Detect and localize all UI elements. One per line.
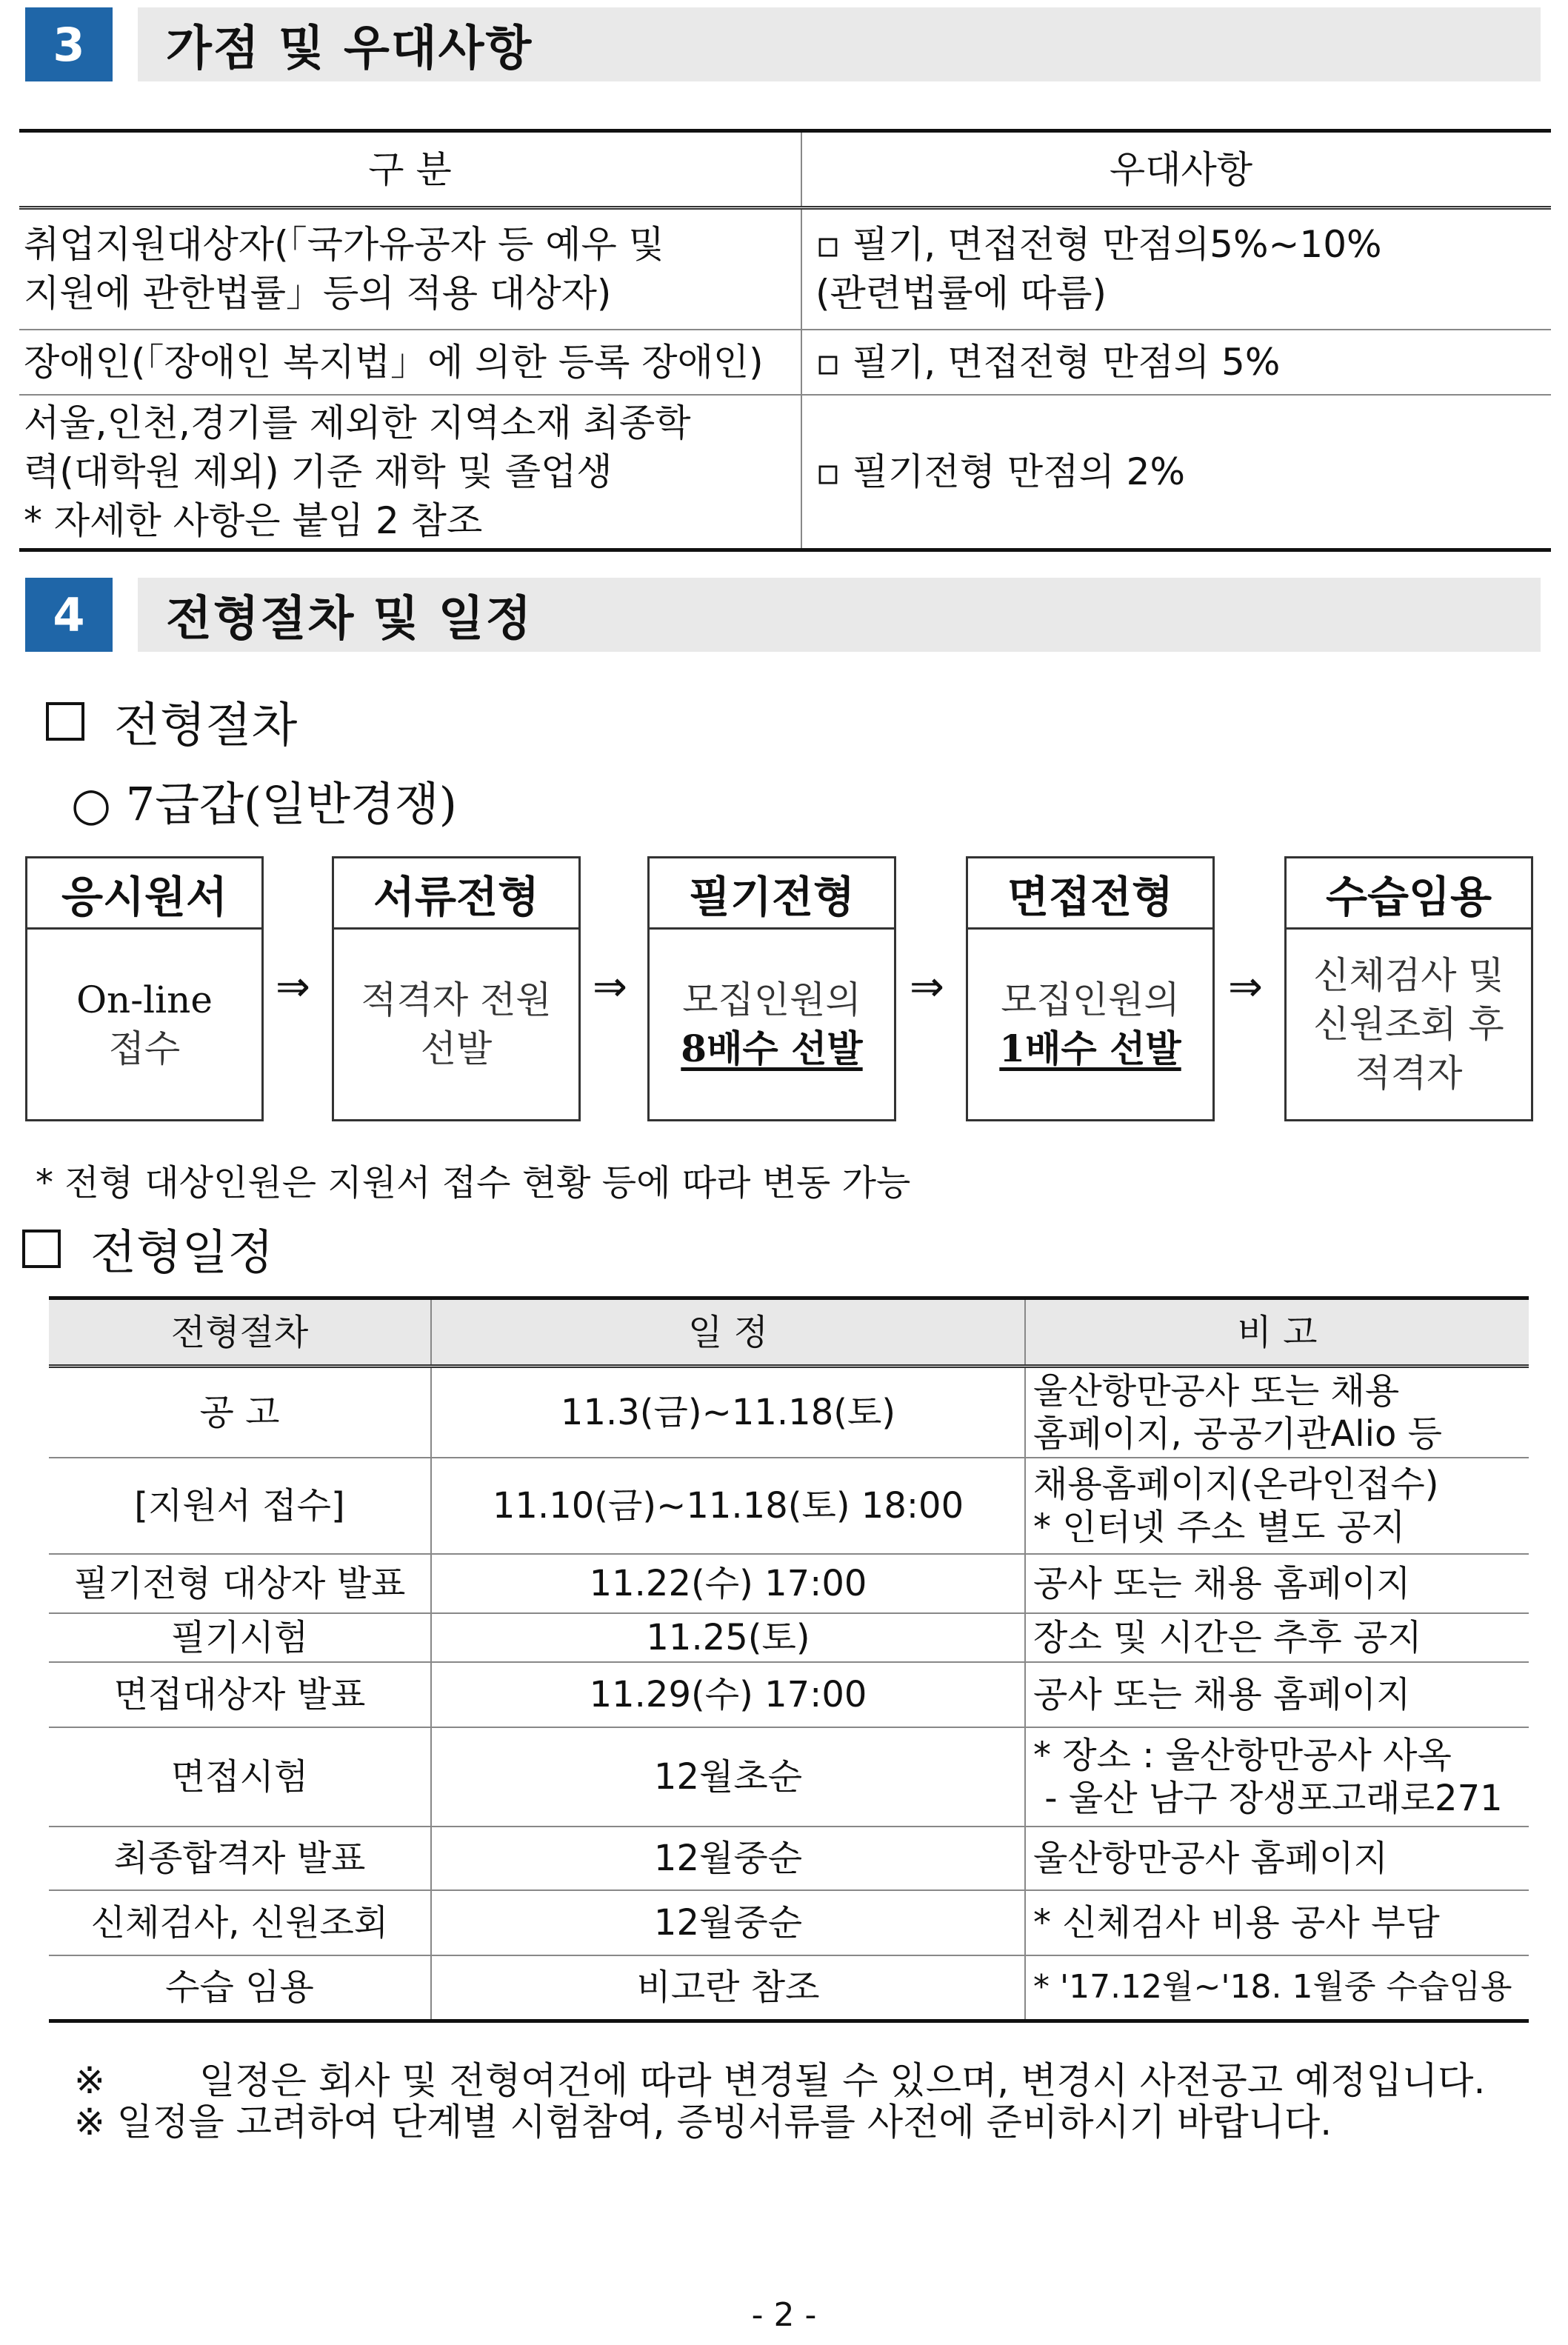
procedure-title: 전형절차	[114, 698, 298, 753]
cell-line: ▫ 필기, 면접전형 만점의5%~10%	[815, 223, 1382, 267]
right-arrow-icon: ⇒	[1228, 963, 1263, 1011]
cell-line: * 장소 : 울산항만공사 사옥	[1033, 1735, 1452, 1776]
flow-step-title: 응시원서	[27, 858, 261, 930]
schedule-heading	[22, 1215, 273, 1283]
flow-line: 신체검사 및	[1313, 954, 1504, 997]
benefits-table	[19, 129, 1551, 552]
header-category: 구 분	[19, 131, 801, 208]
flow-step-body	[334, 930, 578, 1119]
flow-step-body	[1287, 930, 1531, 1119]
section-number: 4	[25, 578, 113, 652]
table-row	[19, 208, 1551, 330]
section-title: 전형절차 및 일정	[138, 578, 1541, 652]
procedure-heading	[46, 687, 297, 755]
cell-line: 장소 및 시간은 추후 공지	[1033, 1617, 1422, 1658]
table-header-row	[49, 1298, 1529, 1367]
date-cell: 12월초순	[431, 1727, 1025, 1827]
flow-line: 적격자	[1355, 1052, 1463, 1095]
flow-line: 선발	[420, 1027, 493, 1070]
step-cell: 면접대상자 발표	[49, 1662, 431, 1727]
flow-step-body	[968, 930, 1212, 1119]
header-date: 일 정	[431, 1298, 1025, 1367]
right-arrow-icon: ⇒	[910, 963, 944, 1011]
note-cell	[1025, 1458, 1529, 1554]
table-header-row	[19, 131, 1551, 208]
right-arrow-icon: ⇒	[593, 963, 627, 1011]
note-cell	[1025, 1890, 1529, 1955]
footer-note-1: ※ 일정은 회사 및 전형여건에 따라 변경될 수 있으며, 변경시 사전공고 예정입니다.	[74, 2059, 1486, 2102]
step-cell: 공 고	[49, 1367, 431, 1458]
flow-line: 신원조회 후	[1313, 1003, 1504, 1046]
date-cell: 12월중순	[431, 1890, 1025, 1955]
category-cell	[19, 208, 801, 330]
cell-line: 채용홈페이지(온라인접수)	[1033, 1464, 1439, 1505]
note-cell	[1025, 1955, 1529, 2021]
section-number: 3	[25, 7, 113, 81]
flow-line-emphasis: 8배수 선발	[681, 1027, 863, 1070]
header-step: 전형절차	[49, 1298, 431, 1367]
section-3-header	[25, 7, 1541, 81]
table-row	[49, 1890, 1529, 1955]
cell-line: ▫ 필기전형 만점의 2%	[815, 450, 1185, 493]
note-cell	[1025, 1827, 1529, 1890]
flow-step-title: 서류전형	[334, 858, 578, 930]
flow-line-emphasis: 1배수 선발	[999, 1027, 1181, 1070]
cell-line: 홈페이지, 공공기관Alio 등	[1033, 1413, 1442, 1455]
flow-line: 모집인원의	[682, 978, 861, 1021]
note-cell	[1025, 1613, 1529, 1662]
table-row	[49, 1613, 1529, 1662]
date-cell: 비고란 참조	[431, 1955, 1025, 2021]
date-cell: 11.10(금)~11.18(토) 18:00	[431, 1458, 1025, 1554]
table-row	[49, 1827, 1529, 1890]
table-row	[19, 330, 1551, 395]
cell-line: 공사 또는 채용 홈페이지	[1033, 1563, 1411, 1604]
cell-line: 공사 또는 채용 홈페이지	[1033, 1674, 1411, 1715]
category-cell	[19, 330, 801, 395]
table-row	[49, 1458, 1529, 1554]
cell-line: 울산항만공사 또는 채용	[1033, 1370, 1400, 1412]
cell-line: 서울,인천,경기를 제외한 지역소재 최종학	[24, 401, 691, 444]
step-cell: 필기전형 대상자 발표	[49, 1554, 431, 1613]
category-cell	[19, 395, 801, 550]
benefit-cell	[801, 395, 1551, 550]
flow-step-written	[647, 856, 896, 1121]
schedule-table	[49, 1296, 1529, 2023]
step-cell: 최종합격자 발표	[49, 1827, 431, 1890]
flow-note: * 전형 대상인원은 지원서 접수 현황 등에 따라 변동 가능	[36, 1162, 911, 1204]
table-row	[49, 1367, 1529, 1458]
footer-note-2: ※ 일정을 고려하여 단계별 시험참여, 증빙서류를 사전에 준비하시기 바랍니다.	[74, 2101, 1332, 2144]
cell-line: * 자세한 사항은 붙임 2 참조	[24, 498, 483, 542]
flow-line: On-line	[76, 978, 213, 1021]
flow-step-application	[25, 856, 264, 1121]
flow-step-body	[650, 930, 894, 1119]
right-arrow-icon: ⇒	[276, 963, 310, 1011]
note-cell	[1025, 1727, 1529, 1827]
flow-step-title: 면접전형	[968, 858, 1212, 930]
benefit-cell	[801, 208, 1551, 330]
date-cell: 11.3(금)~11.18(토)	[431, 1367, 1025, 1458]
flow-step-body	[27, 930, 261, 1119]
cell-line: 울산항만공사 홈페이지	[1033, 1838, 1388, 1879]
flow-line: 적격자 전원	[361, 978, 552, 1021]
cell-line: 취업지원대상자(「국가유공자 등 예우 및	[24, 223, 664, 267]
step-cell: 신체검사, 신원조회	[49, 1890, 431, 1955]
table-row	[49, 1727, 1529, 1827]
section-4-header	[25, 578, 1541, 652]
cell-line: * 신체검사 비용 공사 부담	[1033, 1902, 1440, 1944]
checkbox-square-icon	[46, 702, 84, 741]
date-cell: 11.29(수) 17:00	[431, 1662, 1025, 1727]
date-cell: 12월중순	[431, 1827, 1025, 1890]
benefit-cell	[801, 330, 1551, 395]
section-title: 가점 및 우대사항	[138, 7, 1541, 81]
flow-step-interview	[966, 856, 1215, 1121]
date-cell: 11.22(수) 17:00	[431, 1554, 1025, 1613]
step-cell: [지원서 접수]	[49, 1458, 431, 1554]
date-cell: 11.25(토)	[431, 1613, 1025, 1662]
cell-line: ▫ 필기, 면접전형 만점의 5%	[815, 340, 1281, 384]
procedure-subheading: ○ 7급갑(일반경쟁)	[71, 777, 457, 831]
checkbox-square-icon	[22, 1230, 61, 1268]
cell-line: 력(대학원 제외) 기준 재학 및 졸업생	[24, 450, 613, 493]
schedule-title: 전형일정	[90, 1226, 274, 1281]
note-cell	[1025, 1367, 1529, 1458]
flow-step-document	[332, 856, 581, 1121]
cell-line: * '17.12월~'18. 1월중 수습임용	[1033, 1968, 1512, 2007]
table-row	[19, 395, 1551, 550]
flow-step-title: 필기전형	[650, 858, 894, 930]
cell-line: 지원에 관한법률」등의 적용 대상자)	[24, 272, 612, 316]
flow-line: 모집인원의	[1001, 978, 1180, 1021]
header-benefit: 우대사항	[801, 131, 1551, 208]
table-row	[49, 1955, 1529, 2021]
flow-step-title: 수습임용	[1287, 858, 1531, 930]
note-cell	[1025, 1554, 1529, 1613]
cell-line: * 인터넷 주소 별도 공지	[1033, 1507, 1406, 1548]
step-cell: 면접시험	[49, 1727, 431, 1827]
flow-line: 접수	[108, 1027, 181, 1070]
table-row	[49, 1554, 1529, 1613]
step-cell: 필기시험	[49, 1613, 431, 1662]
header-note: 비 고	[1025, 1298, 1529, 1367]
note-cell	[1025, 1662, 1529, 1727]
flow-step-probation	[1284, 856, 1533, 1121]
table-row	[49, 1662, 1529, 1727]
step-cell: 수습 임용	[49, 1955, 431, 2021]
cell-line: 장애인(「장애인 복지법」에 의한 등록 장애인)	[24, 340, 764, 384]
cell-line: (관련법률에 따름)	[815, 272, 1107, 316]
cell-line: - 울산 남구 장생포고래로271	[1033, 1778, 1503, 1819]
page-number: - 2 -	[751, 2296, 817, 2334]
